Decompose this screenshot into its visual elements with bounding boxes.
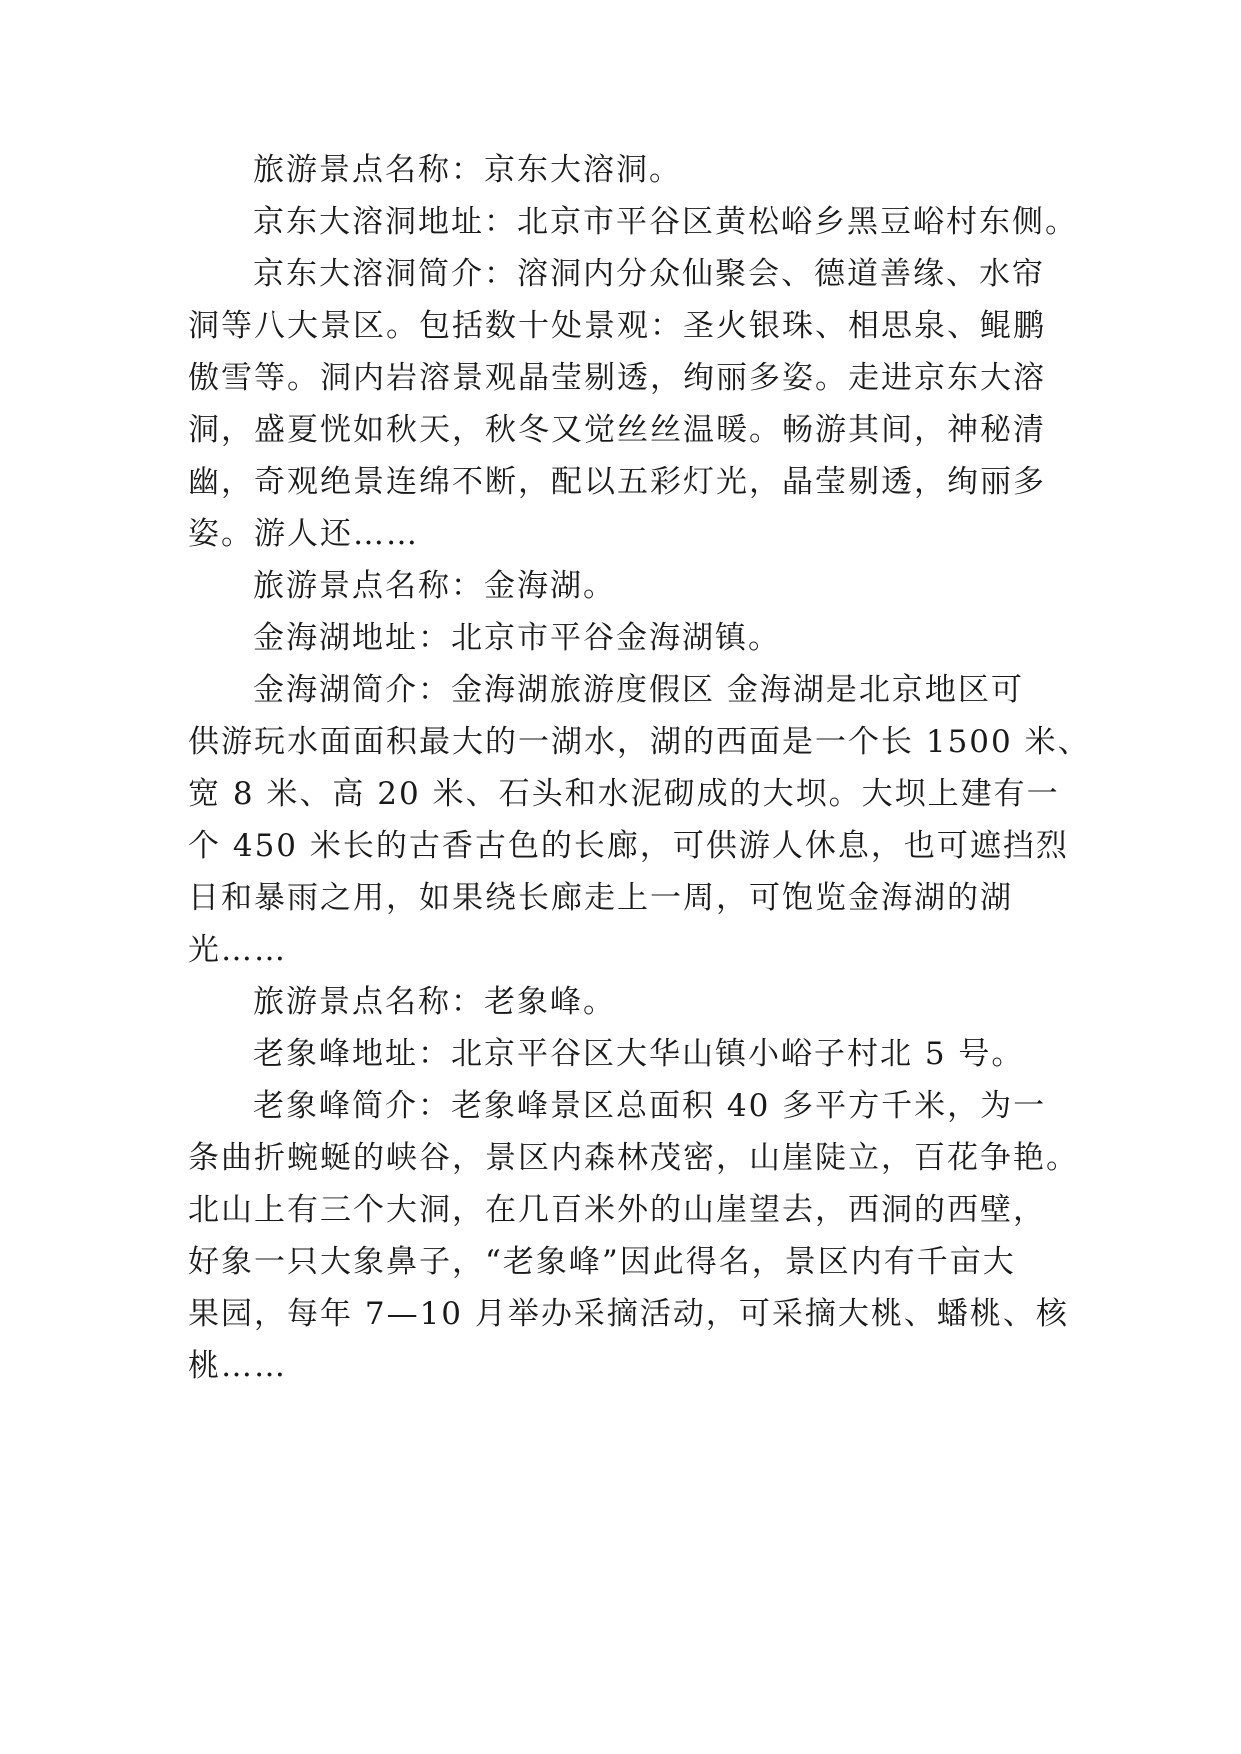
section-3-intro-line: 北山上有三个大洞，在几百米外的山崖望去，西洞的西壁， [188,1192,1046,1228]
section-2-intro-line: 供游玩水面面积最大的一湖水，湖的西面是一个长 1500 米、 [188,724,1091,760]
section-1-intro-line: 洞等八大景区。包括数十处景观：圣火银珠、相思泉、鲲鹏 [188,308,1046,344]
section-1-intro-line: 姿。游人还…… [188,516,419,552]
section-3-address: 老象峰地址：北京平谷区大华山镇小峪子村北 5 号。 [253,1036,1025,1072]
section-3-intro-line: 桃…… [188,1348,287,1384]
section-3-intro-line: 好象一只大象鼻子，“老象峰”因此得名，景区内有千亩大 [188,1244,1016,1280]
section-3-intro-line: 条曲折蜿蜒的峡谷，景区内森林茂密，山崖陡立，百花争艳。 [188,1140,1079,1176]
section-2-intro-line: 金海湖简介：金海湖旅游度假区 金海湖是北京地区可 [253,672,1024,708]
section-3-intro-line: 老象峰简介：老象峰景区总面积 40 多平方千米，为一 [253,1088,1047,1124]
section-3-intro-line: 果园，每年 7—10 月举办采摘活动，可采摘大桃、蟠桃、核 [188,1296,1069,1332]
section-2-address: 金海湖地址：北京市平谷金海湖镇。 [253,620,781,656]
section-2-intro-line: 日和暴雨之用，如果绕长廊走上一周，可饱览金海湖的湖 [188,880,1013,916]
section-1-intro-line: 傲雪等。洞内岩溶景观晶莹剔透，绚丽多姿。走进京东大溶 [188,360,1046,396]
section-3-name: 旅游景点名称：老象峰。 [253,984,616,1020]
section-2-name: 旅游景点名称：金海湖。 [253,568,616,604]
section-1-intro-line: 幽，奇观绝景连绵不断，配以五彩灯光，晶莹剔透，绚丽多 [188,464,1046,500]
section-1-address: 京东大溶洞地址：北京市平谷区黄松峪乡黑豆峪村东侧。 [253,204,1078,240]
section-2-intro-line: 宽 8 米、高 20 米、石头和水泥砌成的大坝。大坝上建有一 [188,776,1060,812]
section-1-intro-line: 洞，盛夏恍如秋天，秋冬又觉丝丝温暖。畅游其间，神秘清 [188,412,1046,448]
section-1-name: 旅游景点名称：京东大溶洞。 [253,152,682,188]
section-2-intro-line: 个 450 米长的古香古色的长廊，可供游人休息，也可遮挡烈 [188,828,1069,864]
section-1-intro-line: 京东大溶洞简介：溶洞内分众仙聚会、德道善缘、水帘 [253,256,1045,292]
section-2-intro-line: 光…… [188,932,287,968]
